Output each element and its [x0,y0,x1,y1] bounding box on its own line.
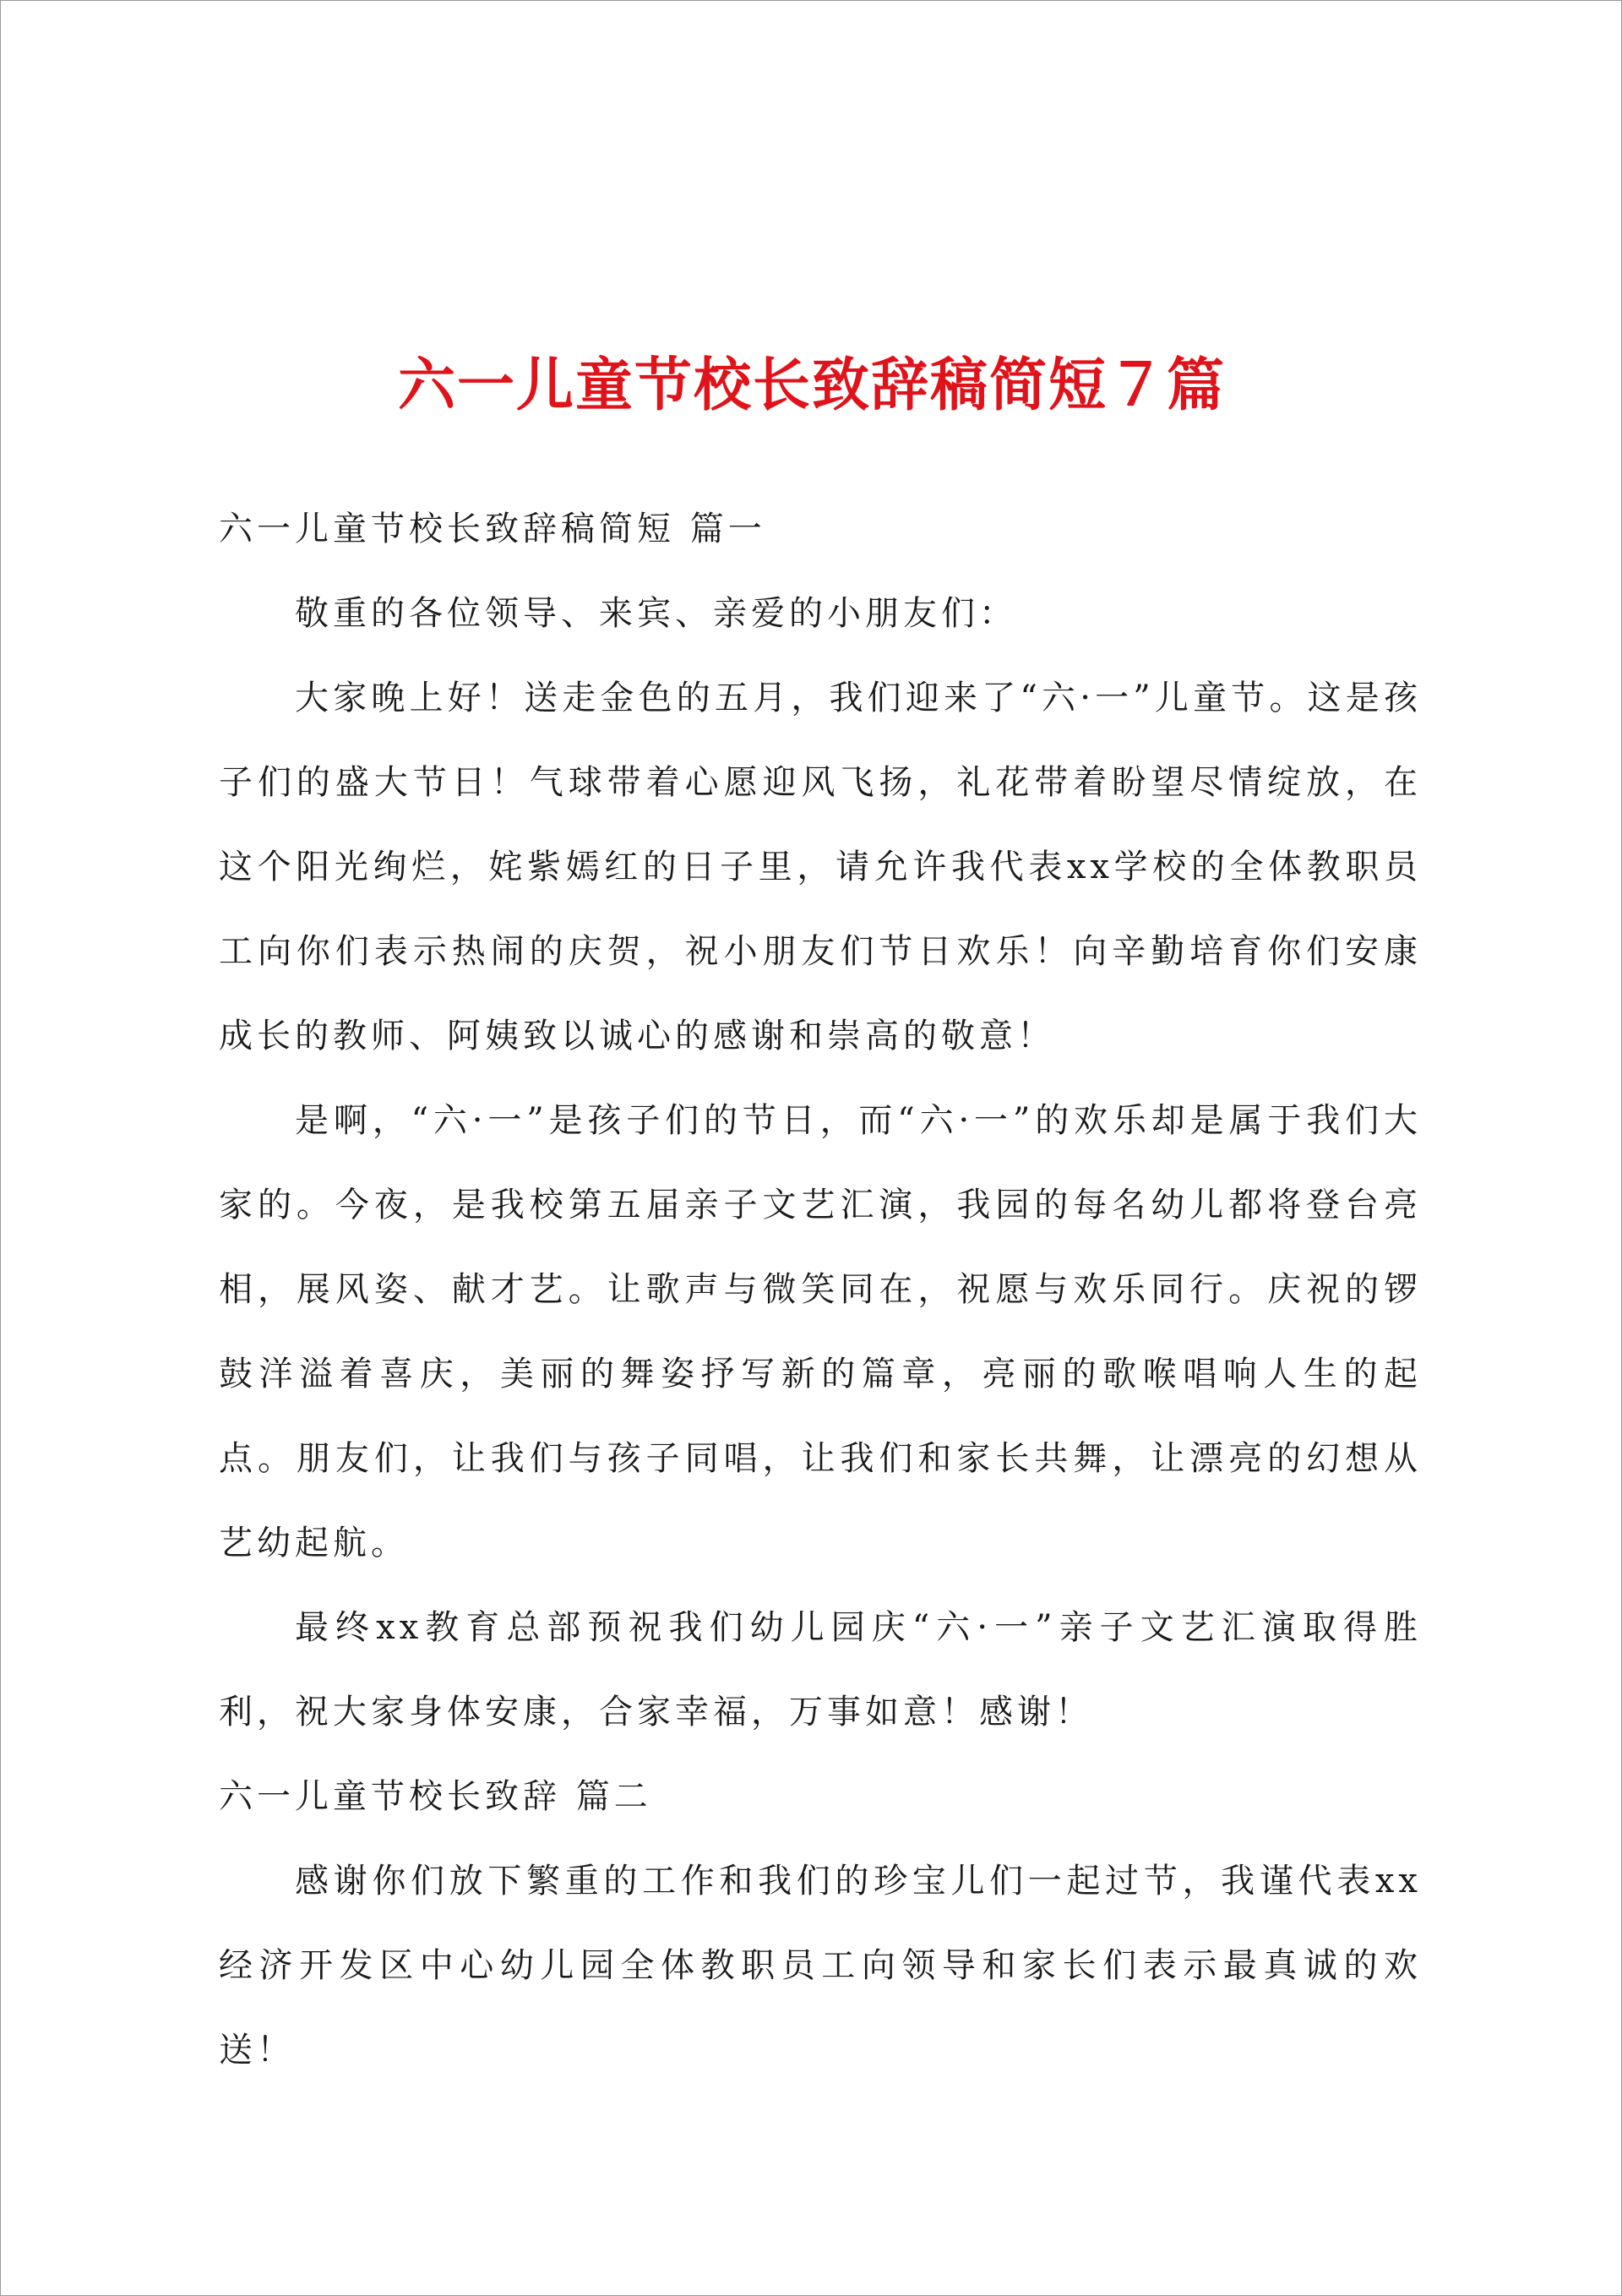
body-paragraph: 大家晚上好！送走金色的五月，我们迎来了“六·一”儿童节。这是孩子们的盛大节日！气球带着心愿迎风飞扬，礼花带着盼望尽情绽放，在这个阳光绚烂，姹紫嫣红的日子里，请允许我代表xx学校的全体教职员工向你们表示热闹的庆贺，祝小朋友们节日欢乐！向辛勤培育你们安康成长的教师、阿姨致以诚心的感谢和崇高的敬意！ [219,679,1422,1055]
salutation: 敬重的各位领导、来宾、亲爱的小朋友们： [295,594,1017,633]
section-heading: 六一儿童节校长致辞 篇二 [219,1777,652,1816]
document-body [219,487,1422,2092]
document-title: 六一儿童节校长致辞稿简短７篇 [397,352,1226,419]
body-paragraph: 感谢你们放下繁重的工作和我们的珍宝儿们一起过节，我谨代表xx经济开发区中心幼儿园全体教职员工向领导和家长们表示最真诚的欢送！ [219,1862,1422,2070]
body-paragraph: 是啊，“六·一”是孩子们的节日，而“六·一”的欢乐却是属于我们大家的。今夜，是我校第五届亲子文艺汇演，我园的每名幼儿都将登台亮相，展风姿、献才艺。让歌声与微笑同在，祝愿与欢乐同行。庆祝的锣鼓洋溢着喜庆，美丽的舞姿抒写新的篇章，亮丽的歌喉唱响人生的起点。朋友们，让我们与孩子同唱，让我们和家长共舞，让漂亮的幻想从艺幼起航。 [219,1101,1422,1562]
section-heading: 六一儿童节校长致辞稿简短 篇一 [219,510,766,548]
body-paragraph: 最终xx教育总部预祝我们幼儿园庆“六·一”亲子文艺汇演取得胜利，祝大家身体安康，合家幸福，万事如意！感谢！ [219,1608,1422,1732]
